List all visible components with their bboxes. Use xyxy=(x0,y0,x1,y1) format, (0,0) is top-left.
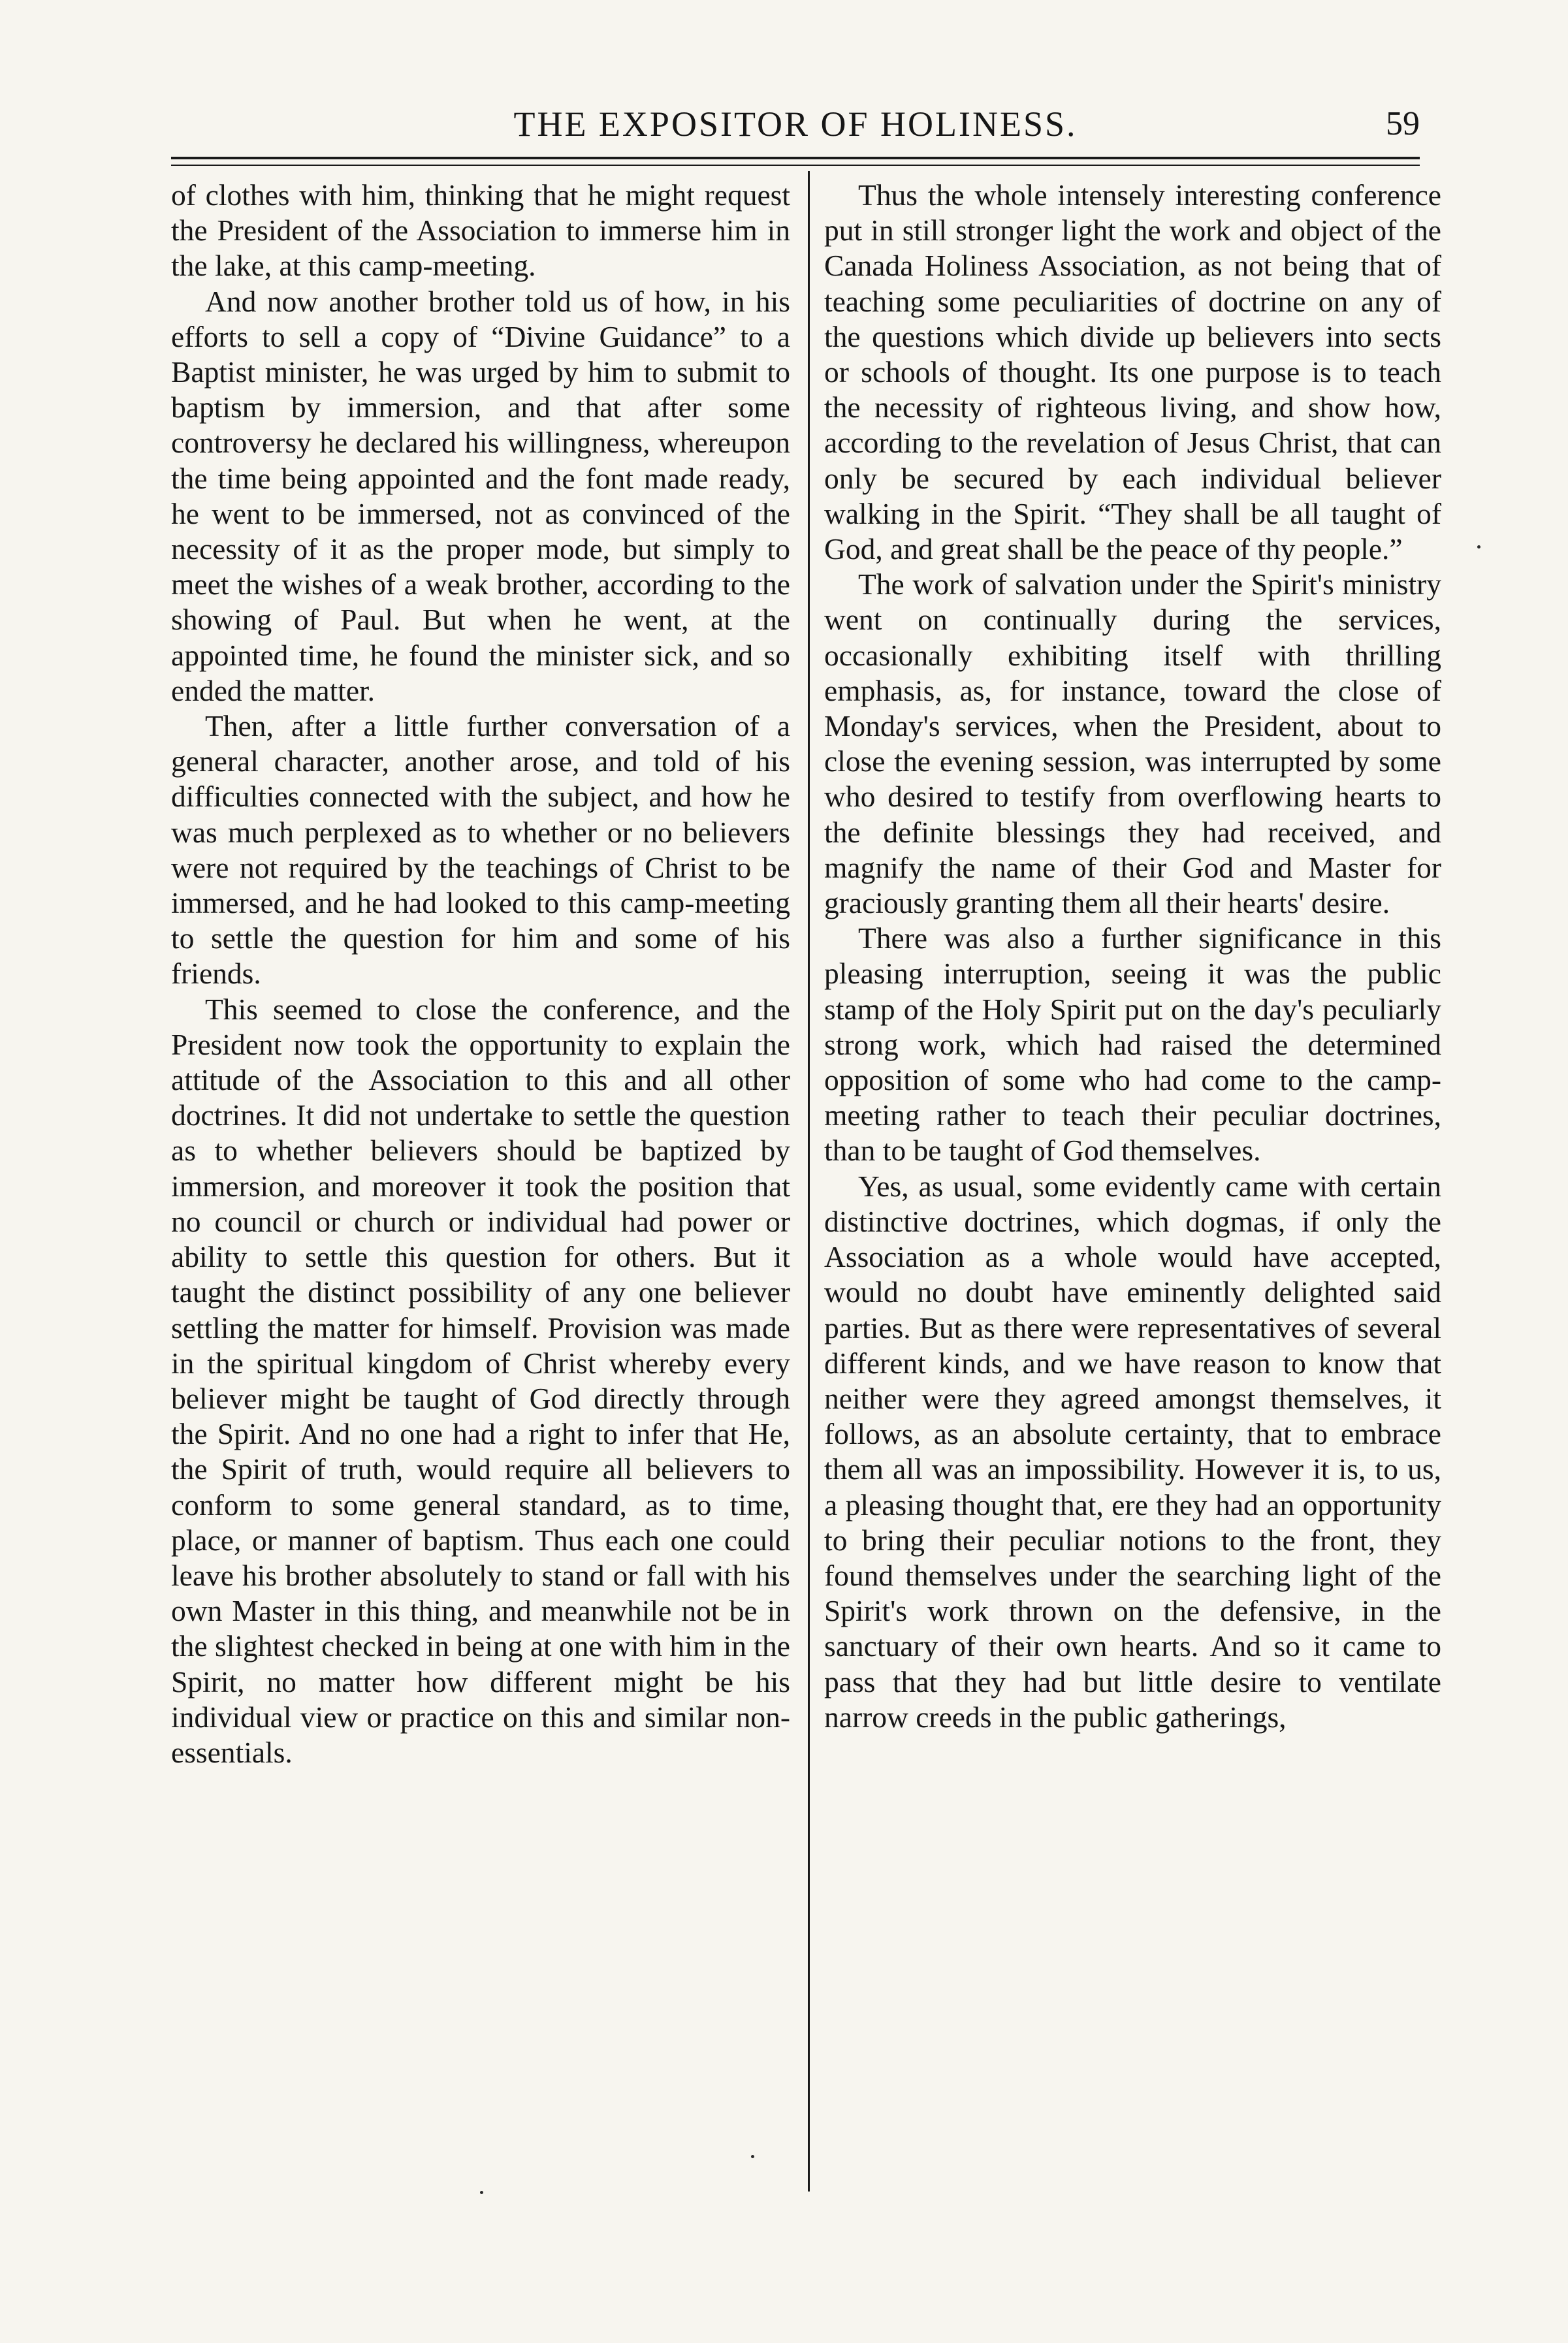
column-divider xyxy=(808,171,810,2192)
header-rule-thick xyxy=(171,157,1420,159)
right-paragraph-2: The work of salvation under the Spirit's ministry went on continually during the services, occasionally exhibiting itself with thrilling emphasis, as, for instance, toward the close of Monday's services, when the President, about to close the evening session, was interrupted by some who desired to testify from overflowing hearts to the definite blessings they had received, and magnify the name of their God and Master for graciously granting them all their hearts' desire. xyxy=(824,567,1441,920)
running-header xyxy=(171,98,1420,150)
left-paragraph-2: And now another brother told us of how, in his efforts to sell a copy of “Divine Guidance” to a Baptist minister, he was urged by him to submit to baptism by immersion, and that after some controversy he declared his willingness, whereupon the time being appointed and the font made ready, he went to be immersed, not as convinced of the necessity of it as the proper mode, but simply to meet the wishes of a weak brother, according to the showing of Paul. But when he went, at the appointed time, he found the minister sick, and so ended the matter. xyxy=(171,284,790,707)
print-speck xyxy=(480,2191,483,2194)
left-column xyxy=(171,178,790,1770)
print-speck xyxy=(751,2155,754,2158)
right-paragraph-1: Thus the whole intensely interesting conference put in still stronger light the work and object of the Canada Holiness Association, as not being that of teaching some peculiarities of doctrine on any of the questions which divide up believers into sects or schools of thought. Its one purpose is to teach the necessity of righteous living, and show how, according to the revelation of Jesus Christ, that can only be secured by each individual believer walking in the Spirit. “They shall be all taught of God, and great shall be the peace of thy people.” xyxy=(824,178,1441,566)
header-rule-thin xyxy=(171,165,1420,166)
right-paragraph-4: Yes, as usual, some evidently came with certain distinctive doctrines, which dogmas, if only the Association as a whole would have accepted, would no doubt have eminently delighted said parties. But as there were representatives of several different kinds, and we have reason to know that neither were they agreed amongst themselves, it follows, as an absolute certainty, that to embrace them all was an impossibility. However it is, to us, a pleasing thought that, ere they had an opportunity to bring their peculiar notions to the front, they found themselves under the searching light of the Spirit's work thrown on the defensive, in the sanctuary of their own hearts. And so it came to pass that they had but little desire to ventilate narrow creeds in the public gatherings, xyxy=(824,1169,1441,1734)
print-speck xyxy=(1477,545,1480,549)
left-paragraph-3: Then, after a little further conversation of a general character, another arose, and told of his difficulties connected with the subject, and how he was much perplexed as to whether or no believers were not required by the teachings of Christ to be immersed, and he had looked to this camp-meeting to settle the question for him and some of his friends. xyxy=(171,709,790,991)
left-paragraph-1: of clothes with him, thinking that he might request the President of the Association to immerse him in the lake, at this camp-meeting. xyxy=(171,178,790,283)
journal-title: THE EXPOSITOR OF HOLINESS. xyxy=(513,104,1078,144)
right-column xyxy=(824,178,1441,1735)
left-paragraph-4: This seemed to close the conference, and the President now took the opportunity to explain the attitude of the Association to this and all other doctrines. It did not undertake to settle the question as to whether believers should be baptized by immersion, and moreover it took the position that no council or church or individual had power or ability to settle this question for others. But it taught the distinct possibility of any one believer settling the matter for himself. Provision was made in the spiritual kingdom of Christ whereby every believer might be taught of God directly through the Spirit. And no one had a right to infer that He, the Spirit of truth, would require all believers to conform to some general standard, as to time, place, or manner of baptism. Thus each one could leave his brother absolutely to stand or fall with his own Master in this thing, and meanwhile not be in the slightest checked in being at one with him in the Spirit, no matter how different might be his individual view or practice on this and similar non-essentials. xyxy=(171,992,790,1769)
page-number: 59 xyxy=(1386,105,1420,142)
right-paragraph-3: There was also a further significance in this pleasing interruption, seeing it was the public stamp of the Holy Spirit put on the day's peculiarly strong work, which had raised the determined opposition of some who had come to the camp-meeting rather to teach their peculiar doctrines, than to be taught of God themselves. xyxy=(824,921,1441,1168)
